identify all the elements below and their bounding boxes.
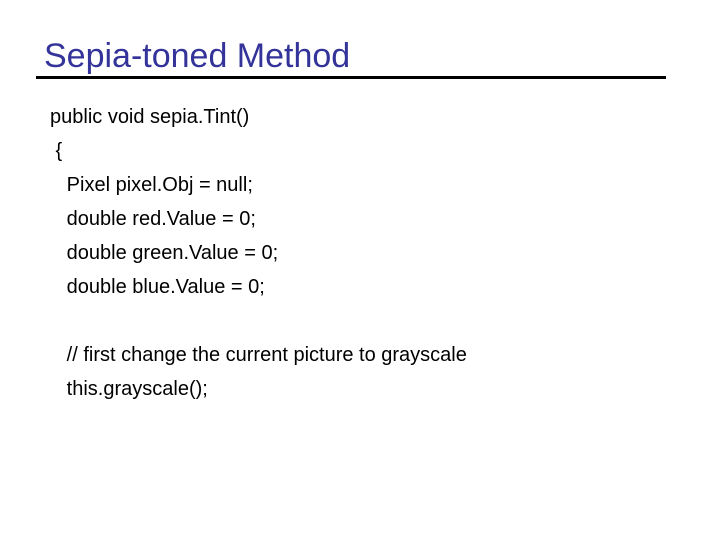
code-comment-line: // first change the current picture to grayscale	[50, 344, 467, 366]
code-line: {	[50, 140, 63, 162]
code-line: double red.Value = 0;	[50, 208, 256, 230]
code-line: double blue.Value = 0;	[50, 276, 265, 298]
code-line: double green.Value = 0;	[50, 242, 279, 264]
code-line: this.grayscale();	[50, 378, 208, 400]
code-line: public void sepia.Tint()	[50, 106, 250, 128]
code-line: Pixel pixel.Obj = null;	[50, 174, 253, 196]
slide-title: Sepia-toned Method	[44, 37, 351, 75]
title-underline	[36, 76, 666, 79]
code-line-blank	[50, 304, 467, 338]
code-block	[50, 100, 467, 406]
